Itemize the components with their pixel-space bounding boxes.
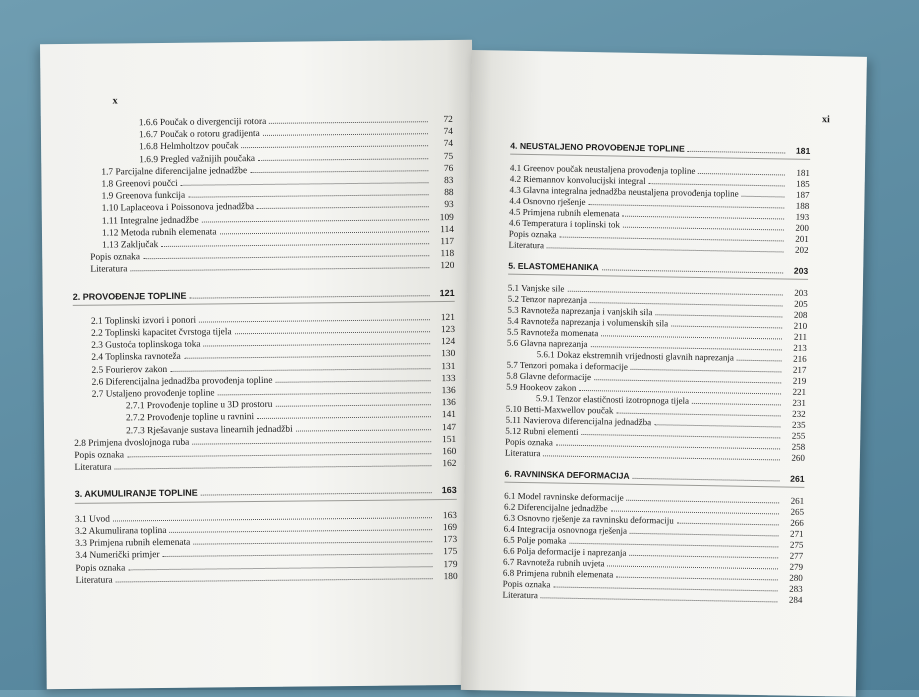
toc-entry-page: 121 bbox=[440, 312, 455, 323]
toc-entry-title: 2.3 Gustoća toplinskoga toka bbox=[91, 339, 201, 351]
toc-entry-page: 114 bbox=[440, 224, 455, 235]
toc-entry-page: 271 bbox=[790, 528, 804, 539]
dot-leader bbox=[631, 369, 782, 373]
dot-leader bbox=[655, 314, 782, 317]
dot-leader bbox=[623, 216, 785, 220]
toc-entry-title: 6.6 Polja deformacije i naprezanja bbox=[503, 545, 627, 558]
toc-entry-title: 4.4 Osnovno rješenje bbox=[509, 195, 586, 208]
toc-entry-title: 6.7 Ravnoteža rubnih uvjeta bbox=[502, 556, 605, 569]
toc-entry-page: 74 bbox=[443, 139, 454, 150]
toc-entry-page: 118 bbox=[440, 249, 455, 260]
toc-entry-title: 1.6.6 Poučak o divergenciji rotora bbox=[138, 116, 267, 129]
dot-leader bbox=[737, 360, 782, 362]
toc-entry-page: 109 bbox=[439, 212, 454, 223]
toc-chapter-entry bbox=[73, 287, 455, 303]
toc-entry-page: 74 bbox=[443, 127, 454, 138]
dot-leader bbox=[202, 219, 429, 222]
toc-entry-title: 2.7.1 Provođenje topline u 3D prostoru bbox=[125, 400, 273, 412]
toc-entry-page: 181 bbox=[796, 167, 810, 178]
toc-entry-page: 163 bbox=[441, 485, 457, 496]
toc-entry-page: 185 bbox=[796, 178, 810, 189]
toc-entry-title: 5.12 Rubni elementi bbox=[505, 425, 579, 437]
toc-entry-title: 6.5 Polje pomaka bbox=[503, 534, 567, 546]
dot-leader bbox=[629, 555, 778, 559]
toc-entry-title: Literatura bbox=[90, 264, 128, 276]
toc-entry-title: 6.2 Diferencijalne jednadžbe bbox=[503, 501, 608, 514]
toc-entry-title: 2. PROVOĐENJE TOPLINE bbox=[72, 290, 187, 302]
toc-entry-page: 76 bbox=[443, 163, 454, 174]
toc-entry-page: 216 bbox=[793, 353, 807, 364]
dot-leader bbox=[611, 510, 779, 514]
toc-entry-title: 5.6.1 Dokaz ekstremnih vrijednosti glavnih naprezanja bbox=[536, 349, 734, 363]
toc-entry-title: 4.1 Greenov poučak neustaljena provođenja topline bbox=[509, 162, 696, 176]
toc-entry-page: 231 bbox=[792, 397, 806, 408]
dot-leader bbox=[188, 194, 428, 198]
toc-entry-page: 265 bbox=[790, 506, 805, 517]
dot-leader bbox=[204, 343, 431, 346]
toc-entry-page: 202 bbox=[794, 244, 809, 255]
toc-entry-title: 1.7 Parcijalne diferencijalne jednadžbe bbox=[101, 165, 248, 178]
toc-entry-title: 1.11 Integralne jednadžbe bbox=[101, 215, 199, 227]
toc-entry-title: 2.5 Fourierov zakon bbox=[91, 364, 168, 376]
toc-entry-page: 173 bbox=[443, 535, 458, 546]
dot-leader bbox=[114, 465, 431, 469]
toc-entry-page: 131 bbox=[441, 361, 456, 372]
toc-entry-page: 188 bbox=[795, 200, 810, 211]
toc-entry-title: 1.6.8 Helmholtzov poučak bbox=[139, 141, 239, 153]
toc-entry-page: 235 bbox=[791, 419, 806, 430]
toc-entry-title: 2.6 Diferencijalna jednadžba provođenja topline bbox=[91, 375, 273, 388]
dot-leader bbox=[627, 500, 780, 504]
toc-entry-title: 1.12 Metoda rubnih elemenata bbox=[101, 227, 217, 239]
toc-entry-title: 3.4 Numerički primjer bbox=[75, 550, 160, 562]
toc-entry-title: 2.8 Primjena dvoslojnoga ruba bbox=[74, 437, 190, 449]
dot-leader bbox=[143, 255, 429, 259]
toc-entry-title: 5.8 Glavne deformacije bbox=[506, 370, 592, 383]
dot-leader bbox=[184, 356, 430, 360]
dot-leader bbox=[127, 453, 431, 457]
toc-entry-title: 1.10 Laplaceova i Poissonova jednadžba bbox=[101, 202, 255, 215]
dot-leader bbox=[258, 158, 428, 161]
toc-entry-page: 187 bbox=[795, 189, 810, 200]
toc-entry-page: 117 bbox=[440, 236, 455, 248]
dot-leader bbox=[201, 493, 432, 496]
dot-leader bbox=[616, 577, 778, 581]
dot-leader bbox=[162, 553, 432, 557]
toc-entry-title: 3.3 Primjena rubnih elemenata bbox=[75, 537, 191, 550]
toc-entry-title: Popis oznaka bbox=[74, 450, 125, 462]
toc-entry-page: 203 bbox=[793, 265, 809, 276]
toc-entry-page: 133 bbox=[441, 373, 456, 384]
dot-leader bbox=[170, 529, 433, 533]
toc-entry-page: 163 bbox=[442, 510, 458, 521]
table-of-contents bbox=[502, 131, 810, 606]
toc-entry-title: 5.5 Ravnoteža momenata bbox=[507, 326, 599, 339]
toc-entry-title: 5. ELASTOMEHANIKA bbox=[508, 260, 599, 273]
toc-entry-title: 2.7.3 Rješavanje sustava linearnih jednadžbi bbox=[126, 424, 293, 437]
toc-entry-title: Popis oznaka bbox=[508, 228, 557, 240]
toc-entry-title: 4.6 Temperatura i toplinski tok bbox=[508, 217, 620, 230]
dot-leader bbox=[296, 429, 431, 431]
toc-entry-page: 283 bbox=[789, 583, 803, 594]
toc-entry-page: 258 bbox=[791, 441, 806, 452]
toc-entry-title: 5.3 Ravnoteža naprezanja i vanjskih sila bbox=[507, 304, 653, 318]
dot-leader bbox=[113, 517, 432, 521]
dot-leader bbox=[130, 268, 429, 272]
toc-entry-page: 141 bbox=[441, 410, 456, 421]
toc-entry-page: 151 bbox=[442, 434, 457, 445]
toc-entry-page: 260 bbox=[791, 452, 806, 463]
dot-leader bbox=[269, 121, 428, 124]
dot-leader bbox=[275, 380, 430, 383]
dot-leader bbox=[235, 331, 430, 334]
toc-entry-page: 179 bbox=[443, 559, 458, 570]
toc-entry-title: Literatura bbox=[504, 447, 541, 459]
toc-entry-page: 266 bbox=[790, 517, 804, 528]
dot-leader bbox=[170, 368, 430, 372]
toc-entry-title: 1.6.9 Pregled važnijih poučaka bbox=[139, 153, 256, 165]
toc-entry-title: 5.4 Ravnoteža naprezanja i volumenskih sila bbox=[507, 315, 669, 329]
toc-entry-page: 72 bbox=[443, 114, 453, 126]
toc-entry-page: 180 bbox=[443, 571, 458, 582]
toc-chapter-entry bbox=[75, 484, 457, 500]
toc-entry-title: 5.10 Betti-Maxwellov poučak bbox=[505, 403, 614, 416]
dot-leader bbox=[671, 326, 782, 329]
toc-entry-title: 4.5 Primjena rubnih elemenata bbox=[509, 206, 620, 219]
toc-entry-title: 1.9 Greenova funkcija bbox=[101, 190, 186, 202]
dot-leader bbox=[623, 227, 784, 231]
toc-entry-page: 181 bbox=[795, 145, 811, 156]
toc-entry-page: 275 bbox=[789, 539, 804, 550]
dot-leader bbox=[250, 170, 428, 173]
dot-leader bbox=[742, 196, 785, 198]
dot-leader bbox=[654, 424, 780, 427]
toc-entry-page: 203 bbox=[794, 287, 808, 298]
toc-entry-page: 210 bbox=[793, 320, 808, 331]
left-page bbox=[40, 40, 479, 689]
dot-leader bbox=[242, 146, 429, 149]
dot-leader bbox=[616, 413, 780, 417]
toc-entry-title: 5.7 Tenzori pomaka i deformacije bbox=[506, 359, 629, 372]
toc-entry-title: 1.8 Greenovi poučci bbox=[101, 178, 178, 190]
toc-entry-title: Literatura bbox=[74, 462, 112, 474]
toc-entry-title: 4.2 Riemannov konvolucijski integral bbox=[509, 173, 646, 187]
toc-entry-title: 2.4 Toplinska ravnoteža bbox=[91, 352, 181, 364]
toc-entry-title: 5.9 Hookeov zakon bbox=[506, 381, 577, 393]
toc-entry-page: 75 bbox=[443, 151, 454, 162]
toc-entry-page: 169 bbox=[442, 522, 458, 533]
toc-entry-page: 136 bbox=[441, 385, 456, 397]
toc-entry-title: 1.6.7 Poučak o rotoru gradijenta bbox=[138, 129, 260, 141]
toc-entry-page: 277 bbox=[789, 550, 804, 561]
toc-entry-title: 5.11 Navierova diferencijalna jednadžba bbox=[505, 414, 652, 428]
dot-leader bbox=[128, 566, 432, 570]
dot-leader bbox=[275, 404, 430, 407]
toc-entry-page: 221 bbox=[792, 386, 807, 397]
dot-leader bbox=[190, 295, 430, 299]
dot-leader bbox=[607, 565, 778, 569]
toc-entry-title: Popis oznaka bbox=[90, 252, 141, 263]
toc-entry-page: 211 bbox=[793, 331, 808, 342]
dot-leader bbox=[199, 319, 430, 322]
right-page bbox=[461, 50, 867, 697]
toc-entry-title: 5.6 Glavna naprezanja bbox=[506, 337, 588, 350]
toc-entry-page: 217 bbox=[792, 364, 807, 375]
dot-leader bbox=[633, 478, 780, 482]
toc-entry-title: 1.13 Zaključak bbox=[102, 240, 159, 251]
toc-entry-page: 279 bbox=[789, 561, 804, 572]
dot-leader bbox=[263, 133, 428, 136]
toc-entry-page: 147 bbox=[441, 422, 457, 433]
toc-entry-title: 5.9.1 Tenzor elastičnosti izotropnoga tijela bbox=[535, 393, 690, 406]
dot-leader bbox=[257, 417, 431, 420]
toc-entry-page: 120 bbox=[440, 261, 455, 272]
toc-entry-page: 232 bbox=[792, 408, 806, 419]
toc-entry-title: Popis oznaka bbox=[505, 436, 553, 448]
toc-entry-page: 83 bbox=[444, 175, 454, 187]
dot-leader bbox=[677, 523, 779, 526]
toc-entry-page: 88 bbox=[444, 188, 454, 199]
dot-leader bbox=[602, 269, 783, 273]
dot-leader bbox=[181, 182, 429, 186]
toc-entry-page: 261 bbox=[790, 495, 805, 506]
toc-entry-page: 208 bbox=[793, 309, 808, 320]
toc-entry-title: Popis oznaka bbox=[75, 562, 126, 574]
dot-leader bbox=[257, 207, 429, 210]
dot-leader bbox=[161, 243, 429, 247]
toc-entry-page: 93 bbox=[444, 200, 454, 211]
toc-entry-page: 205 bbox=[794, 298, 808, 309]
dot-leader bbox=[218, 392, 431, 395]
toc-entry-title: 6.1 Model ravninske deformacije bbox=[504, 490, 624, 503]
toc-entry-page: 121 bbox=[439, 287, 455, 298]
toc-entry-title: 6.4 Integracija osnovnoga rješenja bbox=[503, 523, 628, 536]
table-of-contents bbox=[71, 114, 458, 587]
toc-entry-title: Popis oznaka bbox=[502, 578, 551, 590]
toc-entry-page: 162 bbox=[442, 459, 457, 470]
toc-entry-page: 200 bbox=[795, 222, 810, 233]
toc-entry-title: 6.3 Osnovno rješenje za ravninsku deformaciju bbox=[503, 512, 674, 526]
toc-entry-title: 6. RAVNINSKA DEFORMACIJA bbox=[504, 468, 630, 481]
toc-entry-page: 130 bbox=[441, 349, 456, 360]
toc-entry-page: 160 bbox=[442, 447, 457, 458]
toc-entry-page: 201 bbox=[795, 233, 809, 244]
toc-entry-title: 5.1 Vanjske sile bbox=[507, 282, 565, 294]
toc-entry-title: Literatura bbox=[508, 239, 545, 251]
toc-entry-page: 280 bbox=[789, 572, 803, 583]
toc-entry-page: 261 bbox=[790, 473, 805, 484]
toc-entry-title: 4. NEUSTALJENO PROVOĐENJE TOPLINE bbox=[510, 140, 685, 154]
dot-leader bbox=[192, 441, 431, 445]
dot-leader bbox=[630, 533, 779, 537]
toc-entry-title: 3.2 Akumulirana toplina bbox=[75, 525, 167, 537]
toc-entry-page: 213 bbox=[793, 342, 807, 353]
toc-entry-title: Literatura bbox=[75, 575, 113, 586]
dot-leader bbox=[193, 541, 432, 545]
toc-entry-page: 193 bbox=[795, 211, 810, 222]
toc-entry-title: 2.2 Toplinski kapacitet čvrstoga tijela bbox=[90, 327, 232, 339]
toc-entry-title: 5.2 Tenzor naprezanja bbox=[507, 293, 588, 306]
dot-leader bbox=[541, 597, 777, 602]
toc-entry-title: 2.7.2 Provođenje topline u ravnini bbox=[125, 412, 255, 424]
toc-entry-page: 124 bbox=[441, 337, 456, 348]
toc-entry-title: 4.3 Glavna integralna jednadžba neustaljena provođenja topline bbox=[509, 184, 739, 199]
dot-leader bbox=[698, 173, 785, 176]
page-number: xi bbox=[821, 114, 830, 126]
toc-entry-page: 284 bbox=[788, 594, 803, 605]
toc-entry-title: 2.7 Ustaljeno provođenje topline bbox=[91, 388, 215, 400]
toc-entry bbox=[76, 571, 458, 587]
toc-entry-page: 136 bbox=[441, 398, 456, 409]
toc-entry-page: 175 bbox=[443, 547, 458, 558]
dot-leader bbox=[220, 231, 429, 234]
dot-leader bbox=[688, 151, 786, 154]
toc-entry-page: 123 bbox=[440, 324, 456, 336]
toc-entry-title: 3.1 Uvod bbox=[74, 514, 110, 525]
toc-entry-title: 3. AKUMULIRANJE TOPLINE bbox=[74, 488, 198, 500]
toc-entry-title: 2.1 Toplinski izvori i ponori bbox=[90, 315, 197, 327]
page-number: x bbox=[112, 95, 118, 107]
toc-entry-title: 6.8 Primjena rubnih elemenata bbox=[502, 567, 614, 580]
dot-leader bbox=[649, 183, 785, 186]
toc-entry-page: 219 bbox=[792, 375, 807, 386]
toc-entry-page: 255 bbox=[791, 430, 806, 441]
dot-leader bbox=[116, 578, 433, 582]
toc-entry-title: Literatura bbox=[502, 589, 539, 601]
dot-leader bbox=[692, 403, 781, 406]
